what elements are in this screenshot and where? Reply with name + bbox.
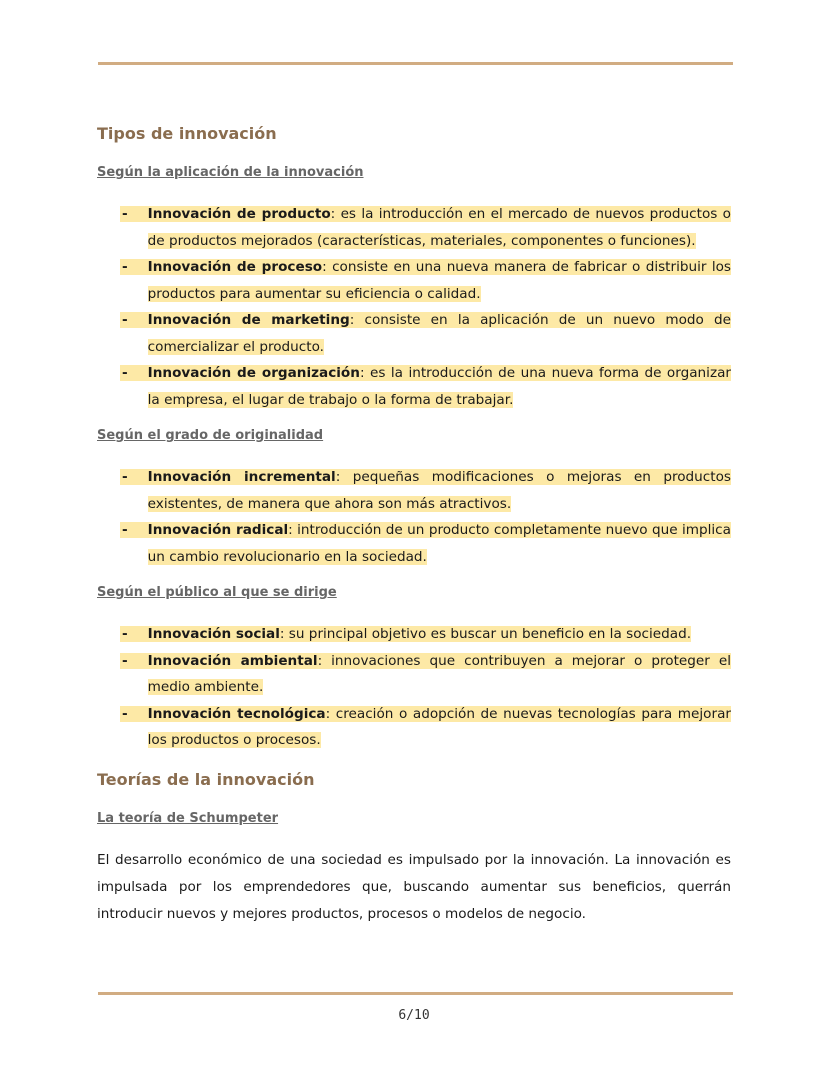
list-item [120,621,731,648]
bullet-dash: - [120,626,148,642]
subheading-schumpeter: La teoría de Schumpeter [97,811,279,826]
term: Innovación de organización [147,365,360,381]
definition: : introducción de un producto completamente nuevo que implica un cambio revolucionario en la sociedad. [147,522,731,565]
bullet-dash: - [120,469,148,485]
subheading-aplicacion: Según la aplicación de la innovación [97,165,364,180]
term: Innovación de producto [147,206,331,222]
definition: : es la introducción en el mercado de nuevos productos o de productos mejorados (características, materiales, componentes o funciones). [147,206,732,249]
list-publico [120,621,731,754]
footer-rule [98,992,733,995]
page-number: 6/10 [398,1008,430,1023]
list-item [120,517,731,570]
list-item [120,360,731,413]
subheading-originalidad: Según el grado de originalidad [97,428,324,443]
bullet-dash: - [120,259,148,275]
list-originalidad [120,464,731,570]
definition: : innovaciones que contribuyen a mejorar o proteger el medio ambiente. [147,652,731,695]
term: Innovación ambiental [147,652,318,669]
term: Innovación de proceso [147,259,323,275]
heading-tipos: Tipos de innovación [97,124,277,143]
bullet-dash: - [120,312,148,328]
list-item [120,701,731,754]
header-rule [98,62,733,65]
term: Innovación social [147,626,280,642]
list-aplicacion [120,201,731,413]
term: Innovación tecnológica [147,705,326,722]
heading-teorias: Teorías de la innovación [97,770,315,789]
definition: : consiste en una nueva manera de fabricar o distribuir los productos para aumentar su eficiencia o calidad. [147,259,732,302]
list-item [120,201,731,254]
list-item [120,307,731,360]
bullet-dash: - [120,653,148,669]
definition: : pequeñas modificaciones o mejoras en productos existentes, de manera que ahora son más atractivos. [147,469,732,512]
list-item [120,254,731,307]
bullet-dash: - [120,706,148,722]
term: Innovación de marketing [147,312,350,328]
bullet-dash: - [120,206,148,222]
bullet-dash: - [120,522,148,538]
definition: : su principal objetivo es buscar un beneficio en la sociedad. [279,626,692,642]
list-item [120,648,731,701]
definition: : creación o adopción de nuevas tecnologías para mejorar los productos o procesos. [147,705,731,748]
bullet-dash: - [120,365,148,381]
paragraph-schumpeter: El desarrollo económico de una sociedad es impulsado por la innovación. La innovación es impulsada por los emprendedores que, buscando aumentar sus beneficios, querrán introducir nuevos y mejores productos, procesos o modelos de negocio. [97,852,731,922]
subheading-publico: Según el público al que se dirige [97,585,337,600]
definition: : consiste en la aplicación de un nuevo modo de comercializar el producto. [147,312,731,355]
list-item [120,464,731,517]
term: Innovación radical [147,522,289,538]
term: Innovación incremental [147,469,336,485]
definition: : es la introducción de una nueva forma de organizar la empresa, el lugar de trabajo o la forma de trabajar. [147,365,731,408]
